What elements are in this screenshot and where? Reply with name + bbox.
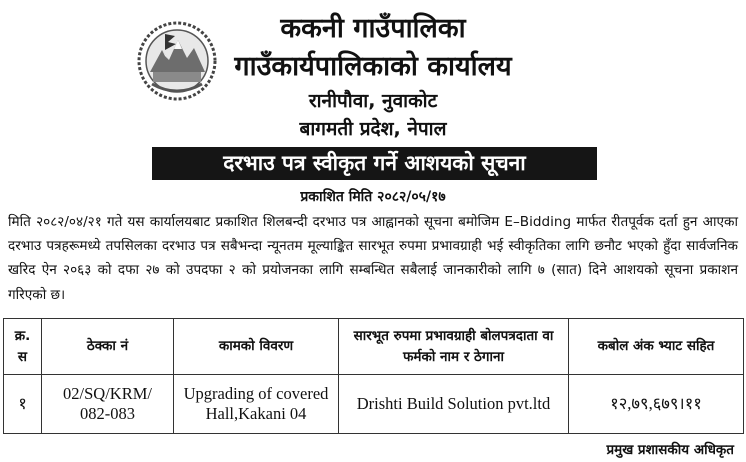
office-province: बागमती प्रदेश, नेपाल (299, 118, 447, 140)
header-amount: कबोल अंक भ्याट सहित (569, 319, 744, 375)
office-name: गाउँकार्यपालिकाको कार्यालय (234, 51, 512, 82)
cell-sn: १ (4, 375, 42, 434)
cell-bidder: Drishti Build Solution pvt.ltd (339, 375, 569, 434)
bid-table (3, 318, 744, 434)
published-date: प्रकाशित मिति २०८२/०५/१७ (300, 189, 446, 205)
notice-title: दरभाउ पत्र स्वीकृत गर्ने आशयको सूचना (152, 147, 597, 180)
signature-title: प्रमुख प्रशासकीय अधिकृत (606, 442, 734, 458)
municipality-name: ककनी गाउँपालिका (280, 13, 466, 44)
cell-contract-no: 02/SQ/KRM/ 082-083 (42, 375, 174, 434)
table-header-row (4, 319, 744, 375)
header-contract-no: ठेक्का नं (42, 319, 174, 375)
header-bidder: सारभूत रुपमा प्रभावग्राही बोलपत्रदाता वा फर्मको नाम र ठेगाना (339, 319, 569, 375)
office-location: रानीपौवा, नुवाकोट (308, 90, 438, 112)
table-row (4, 375, 744, 434)
notice-body: मिति २०८२/०४/२१ गते यस कार्यालयबाट प्रकाशित शिलबन्दी दरभाउ पत्र आह्वानको सूचना बमोजिम E–Bidding मार्फत रीतपूर्वक दर्ता हुन आएका दरभाउ पत्रहरूमध्ये तपसिलका दरभाउ पत्र सबैभन्दा न्यूनतम मूल्याङ्कित सारभूत रुपमा प्रभावग्राही भई स्वीकृतिका लागि छनौट भएको हुँदा सार्वजनिक खरिद ऐन २०६३ को दफा २७ को उपदफा २ को प्रयोजनका लागि सम्बन्धित सबैलाई जानकारीको लागि ७ (सात) दिने आशयको सूचना प्रकाशन गरिएको छ। (8, 214, 738, 303)
header-description: कामको विवरण (174, 319, 339, 375)
cell-amount: १२,७९,६७९।११ (569, 375, 744, 434)
header-sn: क्र. स (4, 319, 42, 375)
cell-description: Upgrading of covered Hall,Kakani 04 (174, 375, 339, 434)
